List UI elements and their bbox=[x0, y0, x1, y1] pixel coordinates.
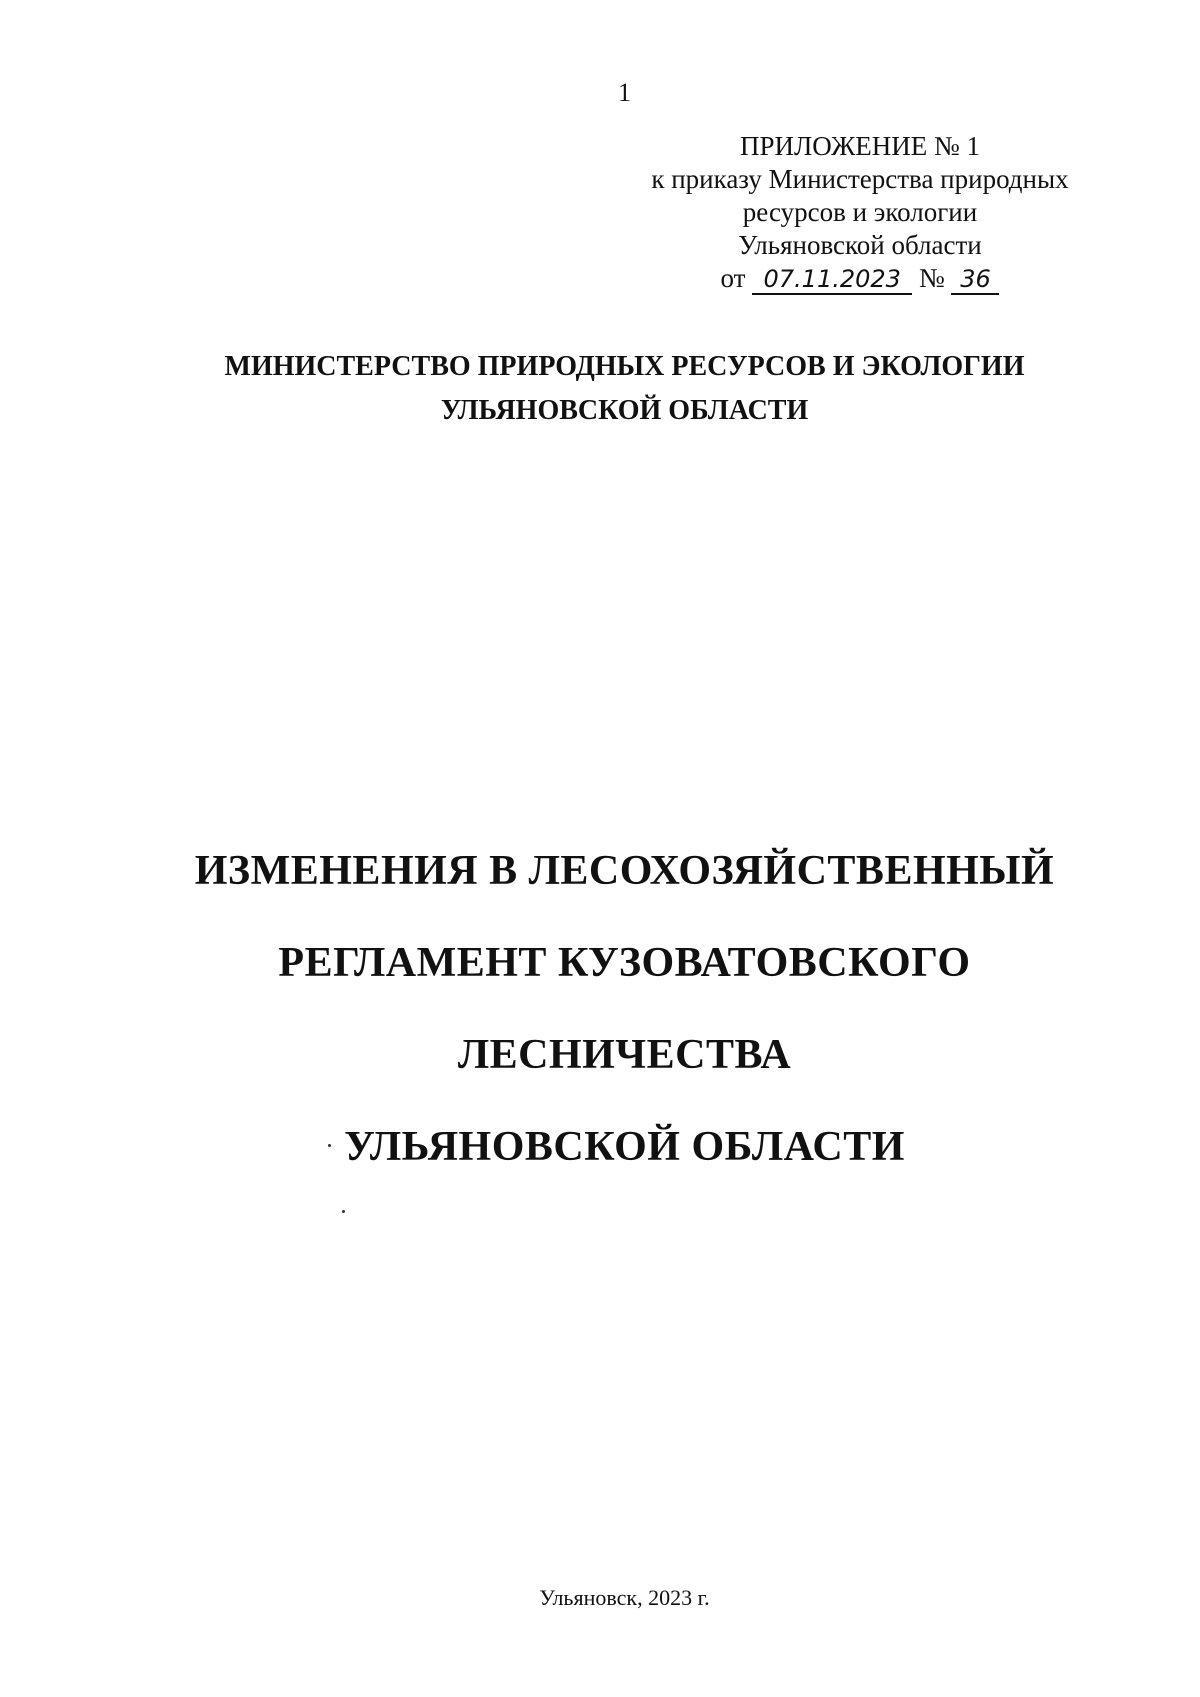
scan-speck bbox=[328, 1144, 331, 1147]
title-line-2: РЕГЛАМЕНТ КУЗОВАТОВСКОГО bbox=[278, 940, 971, 986]
title-line-3: ЛЕСНИЧЕСТВА bbox=[457, 1032, 792, 1078]
handwritten-date: 07.11.2023 bbox=[752, 265, 912, 295]
appendix-order-line: к приказу Министерства природных bbox=[651, 164, 1069, 194]
ministry-line-2: УЛЬЯНОВСКОЙ ОБЛАСТИ bbox=[440, 395, 809, 426]
handwritten-number: 36 bbox=[951, 265, 999, 295]
appendix-date-line bbox=[620, 262, 1100, 295]
appendix-region-line: Ульяновской области bbox=[738, 230, 982, 260]
footer-place-year: Ульяновск, 2023 г. bbox=[539, 1585, 710, 1610]
appendix-ministry-line: ресурсов и экологии bbox=[742, 197, 978, 227]
appendix-block bbox=[620, 130, 1100, 295]
page-number: 1 bbox=[618, 78, 631, 107]
number-prefix: № bbox=[918, 263, 945, 293]
date-prefix: от bbox=[720, 263, 746, 293]
document-title bbox=[0, 825, 1200, 1193]
ministry-line-1: МИНИСТЕРСТВО ПРИРОДНЫХ РЕСУРСОВ И ЭКОЛОГИИ bbox=[224, 351, 1025, 382]
scan-speck bbox=[342, 1210, 345, 1213]
appendix-heading: ПРИЛОЖЕНИЕ № 1 bbox=[739, 131, 981, 161]
title-line-1: ИЗМЕНЕНИЯ В ЛЕСОХОЗЯЙСТВЕННЫЙ bbox=[194, 848, 1055, 894]
title-line-4: УЛЬЯНОВСКОЙ ОБЛАСТИ bbox=[344, 1124, 905, 1170]
ministry-heading bbox=[0, 345, 1200, 433]
